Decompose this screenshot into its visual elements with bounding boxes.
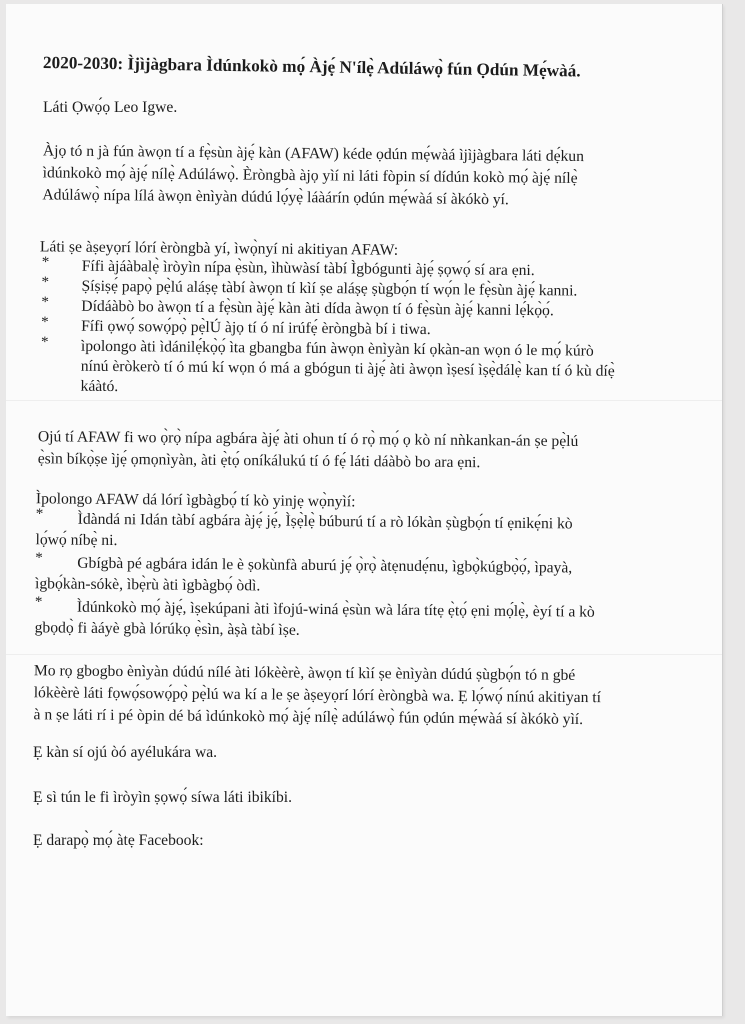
bullet-marker: * <box>41 254 50 271</box>
belief-item: Ìdàndá ni Idán tàbí agbára àjẹ́ jẹ́, Ìṣẹ̀lẹ̀ búburú tí a rò lókàn ṣùgbọ́n tí ẹnikẹ́ni kò <box>77 510 573 533</box>
goal-item: Ṣíṣiṣẹ́ papọ̀ pẹ̀lú aláṣẹ tàbí àwọn tí kìí ṣe aláṣẹ ṣùgbọ́n tí wọ́n le fẹ̀sùn àjẹ́ kanni. <box>81 277 578 300</box>
campaign-heading: Ìpolongo AFAW dá lórí ìgbàgbọ́ tí kò yinjẹ wọ̀nyìí: <box>35 490 356 511</box>
paragraph-line: Àjọ tó n jà fún àwọn tí a fẹ̀sùn àjẹ́ kàn (AFAW) kéde ọdún mẹ́wàá ìjìjàgbara láti dẹ́kun <box>42 142 585 166</box>
goal-item: Dídáàbò bo àwọn tí a fẹ̀sùn àjẹ́ kàn àti dída àwọn tí ó fẹ̀sùn àjẹ́ kanni lẹ́kọ̀ọ́. <box>81 297 554 320</box>
fold-crease <box>6 400 722 401</box>
belief-item-continued: lọ́wọ́ níbẹ̀ ni. <box>35 531 118 550</box>
paragraph-line: ẹ̀sìn bíkọ̀ṣe ìjẹ́ ọmọnìyàn, àti ẹ̀tọ́ oníkálukú tí ó fẹ́ láti dáàbò bo ara ẹni. <box>37 450 481 472</box>
belief-item-continued: ìgbọ́kàn-sókè, ìbẹ̀rù àti ìgbàgbọ́ òdì. <box>35 575 261 595</box>
facebook-line: Ẹ darapọ̀ mọ́ àtẹ Facebook: <box>33 832 204 849</box>
bullet-marker: * <box>41 274 50 291</box>
document-title: 2020-2030: Ìjìjàgbara Ìdúnkokò mọ́ Àjẹ́ N'ílẹ̀ Adúláwọ̀ fún Ọdún Mẹ́wàá. <box>42 53 581 81</box>
goals-heading: Láti ṣe àṣeyọrí lórí èròngbà yí, ìwọ̀nyí ni akitiyan AFAW: <box>39 238 399 259</box>
goal-item: Fífi ọwọ́ sowọ́pọ̀ pẹ̀lÚ àjọ tí ó ní irúfẹ́ èròngbà bí i tiwa. <box>81 317 431 339</box>
belief-item: Ìdúnkokò mọ́ àjẹ́, ìṣekúpani àti ìfojú-winá ẹ̀sùn wà lára títẹ ẹ̀tọ́ ẹni mọ́lẹ̀, èyí tí a kò <box>76 598 595 621</box>
fold-crease <box>6 654 722 655</box>
goal-item: ìpolongo àti ìdánilẹ́kọ̀ọ́ ìta gbangba fún àwọn ènìyàn kí ọkàn-an wọn ó le mọ́ kúrò <box>80 337 594 360</box>
belief-item: Gbígbà pé agbára idán le è ṣokùnfà aburú jẹ́ ọ̀rọ̀ àtẹnudẹ́nu, ìgbọ̀kúgbọ̀ọ́, ìpayà, <box>77 554 573 577</box>
bullet-marker: * <box>41 294 49 311</box>
paragraph-line: ìdúnkokò mọ́ àjẹ́ nílẹ̀ Adúláwọ̀. Èròngbà àjọ yìí ni láti fòpin sí dídún kokò mọ́ àjẹ́ nílẹ̀ <box>42 164 578 187</box>
contact-line: Ẹ kàn sí ojú òó ayélukára wa. <box>33 744 218 761</box>
paragraph-line: lókèèrè láti fọwọ́sowọ́pọ̀ pẹ̀lú wa kí a le ṣe àṣeyọrí lórí èròngbà wa. Ẹ lọ́wọ́ nínú akitiyan tí <box>33 684 602 707</box>
paragraph-line: à n ṣe láti rí i pé òpin dé bá ìdúnkokò mọ́ àjẹ́ nílẹ̀ adúláwọ̀ fún ọdún mẹ́wàá sí àkókò yìí. <box>33 706 584 729</box>
bullet-marker: * <box>34 594 43 611</box>
bullet-marker: * <box>41 314 49 331</box>
paper-sheet <box>6 4 722 1016</box>
goal-item: Fífi àjáàbalẹ̀ ìròyìn nípa ẹ̀sùn, ìhùwàsí tàbí Ìgbógunti àjẹ́ ṣọwọ́ sí ara ẹni. <box>81 257 535 280</box>
share-line: Ẹ sì tún le fi ìròyìn ṣọwọ́ síwa láti ibikíbi. <box>33 789 293 806</box>
byline: Láti Ọwọ́ọ Leo Igwe. <box>43 99 178 116</box>
goal-item-continued: nínú èròkerò tí ó mú kí wọn ó má a gbógun ti àjẹ́ àti àwọn ìṣesí ìṣẹ̀dálẹ̀ kan tí ó kù díẹ̀ <box>80 357 615 380</box>
paragraph-line: Ojú tí AFAW fi wo ọ̀rọ̀ nípa agbára àjẹ́ àti ohun tí ó rọ̀ mọ́ ọ kò ní nǹkankan-án ṣe pẹ̀lú <box>37 428 579 450</box>
bullet-marker: * <box>35 506 44 523</box>
belief-item-continued: gbọdọ̀ fi àáyè gbà lórúkọ ẹ̀sìn, àṣà tàbí ìṣe. <box>34 619 300 639</box>
paragraph-line: Adúláwọ̀ nípa lílá àwọn ènìyàn dúdú lọ́yẹ̀ láàárín ọdún mẹ́wàá sí àkókò yí. <box>42 186 509 209</box>
bullet-marker: * <box>35 550 43 567</box>
bullet-marker: * <box>40 334 49 351</box>
paragraph-line: Mo rọ gbogbo ènìyàn dúdú nílé àti lókèèrè, àwọn tí kìí ṣe ènìyàn dúdú ṣùgbọ́n tó n gbé <box>33 662 576 684</box>
goal-item-continued: káàtó. <box>80 377 119 396</box>
